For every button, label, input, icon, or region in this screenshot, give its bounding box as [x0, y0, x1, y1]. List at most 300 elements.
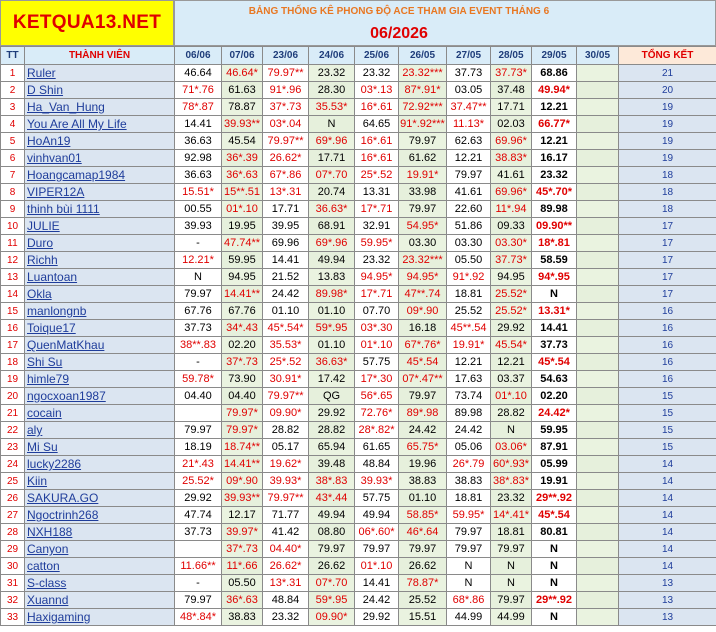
score-cell [577, 524, 619, 541]
member-name-link[interactable]: vinhvan01 [25, 150, 175, 167]
member-name-link[interactable]: lucky2286 [25, 456, 175, 473]
score-cell: 79.97 [399, 133, 447, 150]
score-cell: 79.97 [399, 201, 447, 218]
score-cell: 79.97 [447, 541, 491, 558]
score-cell: 24.42 [355, 592, 399, 609]
member-name-link[interactable]: You Are All My Life [25, 116, 175, 133]
score-cell: 39.93 [175, 218, 222, 235]
score-cell: - [175, 354, 222, 371]
table-row [1, 456, 716, 473]
score-cell: 79.97 [309, 541, 355, 558]
score-cell: 36*.63 [222, 592, 263, 609]
score-cell: 01.10 [309, 337, 355, 354]
score-cell [577, 456, 619, 473]
member-name-link[interactable]: Duro [25, 235, 175, 252]
score-cell: 01*.10 [222, 201, 263, 218]
score-cell: 37.73* [491, 252, 532, 269]
score-cell: 13.31 [355, 184, 399, 201]
score-cell: 07*.70 [309, 575, 355, 592]
score-cell: 45.54* [491, 337, 532, 354]
score-cell: 09.90* [263, 405, 309, 422]
score-cell: 41.61 [491, 167, 532, 184]
score-cell [577, 184, 619, 201]
row-number: 21 [1, 405, 25, 422]
member-name-link[interactable]: himle79 [25, 371, 175, 388]
score-cell: 03.30* [491, 235, 532, 252]
score-cell: 79.97** [263, 133, 309, 150]
table-row [1, 388, 716, 405]
score-cell [577, 82, 619, 99]
score-cell: 01*.10 [491, 388, 532, 405]
score-cell: 39.93** [222, 116, 263, 133]
header-date: 30/05 [577, 47, 619, 65]
score-cell: 17*.30 [355, 371, 399, 388]
score-cell: 24.42 [399, 422, 447, 439]
total-cell: 16 [619, 337, 716, 354]
score-cell: 29**.92 [532, 592, 577, 609]
score-cell: 37.48 [491, 82, 532, 99]
score-cell [577, 575, 619, 592]
score-cell: N [532, 575, 577, 592]
total-cell: 16 [619, 303, 716, 320]
table-row [1, 592, 716, 609]
score-cell: 79.97 [447, 167, 491, 184]
score-cell: 23.32 [355, 65, 399, 82]
score-cell: 45*.54 [532, 354, 577, 371]
score-cell: 89.98 [447, 405, 491, 422]
table-row [1, 422, 716, 439]
row-number: 6 [1, 150, 25, 167]
score-cell: 37*.73 [222, 354, 263, 371]
score-cell: 39.48 [309, 456, 355, 473]
score-cell: N [447, 575, 491, 592]
table-row [1, 507, 716, 524]
row-number: 28 [1, 524, 25, 541]
score-cell: 12.21 [532, 133, 577, 150]
score-cell [577, 150, 619, 167]
score-cell: 28.82 [263, 422, 309, 439]
score-cell: 08.80 [309, 524, 355, 541]
score-cell: 45*.54* [263, 320, 309, 337]
member-name-link[interactable]: JULIE [25, 218, 175, 235]
total-cell: 17 [619, 235, 716, 252]
score-cell: 38**.83 [175, 337, 222, 354]
score-cell: 49.94 [309, 507, 355, 524]
score-cell [577, 116, 619, 133]
member-name-link[interactable]: Shi Su [25, 354, 175, 371]
score-cell: 17*.71 [355, 286, 399, 303]
score-cell: 51.86 [447, 218, 491, 235]
total-cell: 14 [619, 524, 716, 541]
score-cell: 68*.86 [447, 592, 491, 609]
row-number: 10 [1, 218, 25, 235]
score-cell: 94.95 [222, 269, 263, 286]
score-cell: 69*.96 [309, 235, 355, 252]
table-row [1, 371, 716, 388]
member-name-link[interactable]: Ruler [25, 65, 175, 82]
row-number: 5 [1, 133, 25, 150]
score-cell: 79.97 [355, 541, 399, 558]
score-cell: 16*.61 [355, 133, 399, 150]
member-name-link[interactable]: Mi Su [25, 439, 175, 456]
table-row [1, 354, 716, 371]
member-name-link[interactable]: Okla [25, 286, 175, 303]
score-cell: 45*.54 [532, 507, 577, 524]
row-number: 20 [1, 388, 25, 405]
total-cell: 14 [619, 490, 716, 507]
score-cell: 47.74 [175, 507, 222, 524]
header-date: 25/06 [355, 47, 399, 65]
score-cell: 79.97 [491, 541, 532, 558]
member-name-link[interactable]: VIPER12A [25, 184, 175, 201]
table-row [1, 184, 716, 201]
row-number: 7 [1, 167, 25, 184]
member-name-link[interactable]: Ngoctrinh268 [25, 507, 175, 524]
score-cell: 23.32*** [399, 252, 447, 269]
score-cell: 57.75 [355, 490, 399, 507]
score-cell: N [309, 116, 355, 133]
score-cell: 09.90* [309, 609, 355, 626]
score-cell: 09.90** [532, 218, 577, 235]
member-name-link[interactable]: S-class [25, 575, 175, 592]
score-cell: 59.78* [175, 371, 222, 388]
score-cell: 45*.70* [532, 184, 577, 201]
member-name-link[interactable]: Richh [25, 252, 175, 269]
score-cell: N [491, 575, 532, 592]
score-cell: 92.98 [175, 150, 222, 167]
score-cell [577, 235, 619, 252]
score-cell: 02.20 [222, 337, 263, 354]
score-cell: 79.97* [222, 405, 263, 422]
score-cell: 25.52 [447, 303, 491, 320]
score-cell: 67.76 [222, 303, 263, 320]
score-cell: 11.66** [175, 558, 222, 575]
score-cell [577, 167, 619, 184]
score-cell: 47.74** [222, 235, 263, 252]
score-cell: 79.97 [175, 592, 222, 609]
member-name-link[interactable]: cocain [25, 405, 175, 422]
score-cell: 80.81 [532, 524, 577, 541]
score-cell: 25*.52 [263, 354, 309, 371]
score-cell: 12.21 [447, 354, 491, 371]
member-name-link[interactable]: Xuannd [25, 592, 175, 609]
table-row [1, 82, 716, 99]
score-cell: 61.62 [399, 150, 447, 167]
score-cell [577, 337, 619, 354]
score-cell: 29.92 [491, 320, 532, 337]
row-number: 18 [1, 354, 25, 371]
score-cell: 04.40* [263, 541, 309, 558]
member-name-link[interactable]: aly [25, 422, 175, 439]
header-date: 23/06 [263, 47, 309, 65]
row-number: 32 [1, 592, 25, 609]
score-cell: 59.95 [222, 252, 263, 269]
score-cell: 67*.76* [399, 337, 447, 354]
score-cell: 38.83 [399, 473, 447, 490]
score-cell: 45.54 [222, 133, 263, 150]
table-row [1, 65, 716, 82]
score-cell: 06*.60* [355, 524, 399, 541]
member-name-link[interactable]: HoAn19 [25, 133, 175, 150]
score-cell: 37*.73 [222, 541, 263, 558]
score-cell: 23.32 [491, 490, 532, 507]
score-cell: 33.98 [399, 184, 447, 201]
score-cell: 28.82 [491, 405, 532, 422]
score-cell: 24.42* [532, 405, 577, 422]
table-row [1, 524, 716, 541]
score-cell: 18.81 [447, 490, 491, 507]
member-name-link[interactable]: Hoangcamap1984 [25, 167, 175, 184]
score-cell: 39.97* [222, 524, 263, 541]
member-name-link[interactable]: NXH188 [25, 524, 175, 541]
score-cell: 65.75* [399, 439, 447, 456]
score-cell: 25*.52 [355, 167, 399, 184]
score-cell: N [491, 422, 532, 439]
score-cell: 45*.54 [399, 354, 447, 371]
score-cell: 20.74 [309, 184, 355, 201]
score-cell: 79.97 [399, 541, 447, 558]
sheet-heading [174, 0, 716, 46]
row-number: 26 [1, 490, 25, 507]
score-cell: 15.51 [399, 609, 447, 626]
member-name-link[interactable]: Toique17 [25, 320, 175, 337]
score-cell [577, 473, 619, 490]
score-cell: 01.10 [263, 303, 309, 320]
score-cell: 07.70 [355, 303, 399, 320]
score-cell: 17.71 [263, 201, 309, 218]
score-cell: N [532, 558, 577, 575]
score-cell: 91*.96 [263, 82, 309, 99]
member-name-link[interactable]: QuenMatKhau [25, 337, 175, 354]
score-cell [577, 99, 619, 116]
score-cell: 43*.44 [309, 490, 355, 507]
score-cell: 05.50 [222, 575, 263, 592]
total-cell: 14 [619, 473, 716, 490]
score-cell: 07*.47** [399, 371, 447, 388]
row-number: 30 [1, 558, 25, 575]
sheet-month: 06/2026 [370, 25, 428, 42]
row-number: 12 [1, 252, 25, 269]
score-cell: 21.52 [263, 269, 309, 286]
score-cell: 62.63 [447, 133, 491, 150]
total-cell: 14 [619, 558, 716, 575]
header-member: THÀNH VIÊN [25, 47, 175, 65]
score-cell: 79.97** [263, 388, 309, 405]
header-tt: TT [1, 47, 25, 65]
score-cell: 13*.31 [263, 575, 309, 592]
score-cell: - [175, 575, 222, 592]
total-cell: 15 [619, 405, 716, 422]
score-cell: 36*.63 [222, 167, 263, 184]
score-cell: 12.21* [175, 252, 222, 269]
score-cell: 17.71 [309, 150, 355, 167]
member-name-link[interactable]: thinh bùi 1111 [25, 201, 175, 218]
score-cell: 13.83 [309, 269, 355, 286]
row-number: 1 [1, 65, 25, 82]
site-logo[interactable] [0, 0, 174, 46]
score-cell: 39.93* [355, 473, 399, 490]
score-cell: 05.06 [447, 439, 491, 456]
score-cell: 30.91* [263, 371, 309, 388]
score-cell: 59*.95 [309, 592, 355, 609]
score-cell: 25.52* [491, 286, 532, 303]
score-cell: N [175, 269, 222, 286]
score-cell [577, 439, 619, 456]
score-cell: 14.41 [355, 575, 399, 592]
score-cell [175, 405, 222, 422]
member-name-link[interactable]: SAKURA.GO [25, 490, 175, 507]
score-cell: 19.91 [532, 473, 577, 490]
total-cell: 16 [619, 371, 716, 388]
score-cell: 39.93* [263, 473, 309, 490]
total-cell: 18 [619, 167, 716, 184]
member-name-link[interactable]: Luantoan [25, 269, 175, 286]
score-cell: 28.82 [309, 422, 355, 439]
score-cell: 11*.66 [222, 558, 263, 575]
score-cell: 12.21 [447, 150, 491, 167]
score-cell: 17*.71 [355, 201, 399, 218]
score-cell: 38.83* [491, 150, 532, 167]
score-cell: 18.74** [222, 439, 263, 456]
total-cell: 18 [619, 201, 716, 218]
score-cell: 87.91 [532, 439, 577, 456]
score-cell: 23.32*** [399, 65, 447, 82]
score-cell: 07*.70 [309, 167, 355, 184]
score-cell: 14.41 [175, 116, 222, 133]
score-cell: 38*.83 [309, 473, 355, 490]
row-number: 23 [1, 439, 25, 456]
score-cell: 35.53* [263, 337, 309, 354]
score-cell: 13*.31 [263, 184, 309, 201]
score-cell: 79.97** [263, 65, 309, 82]
score-cell: 69*.96 [309, 133, 355, 150]
score-cell: 11*.94 [491, 201, 532, 218]
score-cell [577, 320, 619, 337]
score-cell: 59.95* [447, 507, 491, 524]
score-cell: 37.73 [175, 524, 222, 541]
score-cell: 01.10 [309, 303, 355, 320]
score-cell: 66.77* [532, 116, 577, 133]
table-row [1, 439, 716, 456]
score-cell: 79.97 [447, 524, 491, 541]
score-cell: 56*.65 [355, 388, 399, 405]
score-cell: 94*.95 [532, 269, 577, 286]
row-number: 4 [1, 116, 25, 133]
score-cell: 46*.64 [399, 524, 447, 541]
header-row [1, 47, 716, 65]
score-cell: 49.94 [355, 507, 399, 524]
score-cell: 23.32 [532, 167, 577, 184]
table-row [1, 575, 716, 592]
total-cell: 19 [619, 116, 716, 133]
score-cell: 19.96 [399, 456, 447, 473]
total-cell: 13 [619, 609, 716, 626]
table-body [1, 65, 716, 626]
score-cell: 26*.79 [447, 456, 491, 473]
score-cell: 18.81 [491, 524, 532, 541]
member-name-link[interactable]: catton [25, 558, 175, 575]
score-cell: N [491, 558, 532, 575]
member-name-link[interactable]: Ha_Van_Hung [25, 99, 175, 116]
score-cell: 16.18 [399, 320, 447, 337]
score-cell: 68.86 [532, 65, 577, 82]
score-cell: 36.63* [309, 354, 355, 371]
score-cell: 13.31* [532, 303, 577, 320]
member-name-link[interactable]: Canyon [25, 541, 175, 558]
score-cell: 12.21 [491, 354, 532, 371]
score-cell: 19.91* [447, 337, 491, 354]
score-cell: 73.74 [447, 388, 491, 405]
score-cell: 28.30 [309, 82, 355, 99]
score-cell: 78*.87 [175, 99, 222, 116]
header-total: TỔNG KẾT [619, 47, 716, 65]
table-row [1, 473, 716, 490]
score-cell: 72.76* [355, 405, 399, 422]
score-cell: 46.64 [175, 65, 222, 82]
score-cell: 01*.10 [355, 337, 399, 354]
score-cell: 59.95 [532, 422, 577, 439]
score-cell: 03.05 [447, 82, 491, 99]
table-row [1, 167, 716, 184]
score-cell [577, 558, 619, 575]
member-name-link[interactable]: ngocxoan1987 [25, 388, 175, 405]
total-cell: 15 [619, 439, 716, 456]
row-number: 2 [1, 82, 25, 99]
score-cell: 58.59 [532, 252, 577, 269]
score-cell: 48*.84* [175, 609, 222, 626]
score-cell: 24.42 [263, 286, 309, 303]
total-cell: 15 [619, 422, 716, 439]
header-date: 26/05 [399, 47, 447, 65]
score-cell: 19.95 [222, 218, 263, 235]
row-number: 29 [1, 541, 25, 558]
table-row [1, 269, 716, 286]
row-number: 33 [1, 609, 25, 626]
score-cell: 41.42 [263, 524, 309, 541]
header-date: 24/06 [309, 47, 355, 65]
table-row [1, 133, 716, 150]
score-cell: 05.17 [263, 439, 309, 456]
member-name-link[interactable]: D Shin [25, 82, 175, 99]
score-cell: 54.63 [532, 371, 577, 388]
total-cell: 19 [619, 99, 716, 116]
score-cell [577, 354, 619, 371]
member-name-link[interactable]: manlongnb [25, 303, 175, 320]
score-cell: 03.30 [399, 235, 447, 252]
score-cell: 16.17 [532, 150, 577, 167]
score-cell: 36.63 [175, 167, 222, 184]
score-cell: 23.32 [309, 65, 355, 82]
score-cell [577, 303, 619, 320]
score-cell: 29.92 [175, 490, 222, 507]
row-number: 31 [1, 575, 25, 592]
score-cell: 58.85* [399, 507, 447, 524]
score-cell [577, 422, 619, 439]
score-cell: 72.92*** [399, 99, 447, 116]
score-cell: 09.33 [491, 218, 532, 235]
header-date: 06/06 [175, 47, 222, 65]
total-cell: 17 [619, 218, 716, 235]
row-number: 14 [1, 286, 25, 303]
score-cell: QG [309, 388, 355, 405]
score-cell: 29.92 [355, 609, 399, 626]
score-cell: 47**.74 [399, 286, 447, 303]
score-cell: 26.62 [399, 558, 447, 575]
score-cell: 79.97 [175, 286, 222, 303]
member-name-link[interactable]: Haxigaming [25, 609, 175, 626]
member-name-link[interactable]: Kiin [25, 473, 175, 490]
score-cell: 67.76 [175, 303, 222, 320]
